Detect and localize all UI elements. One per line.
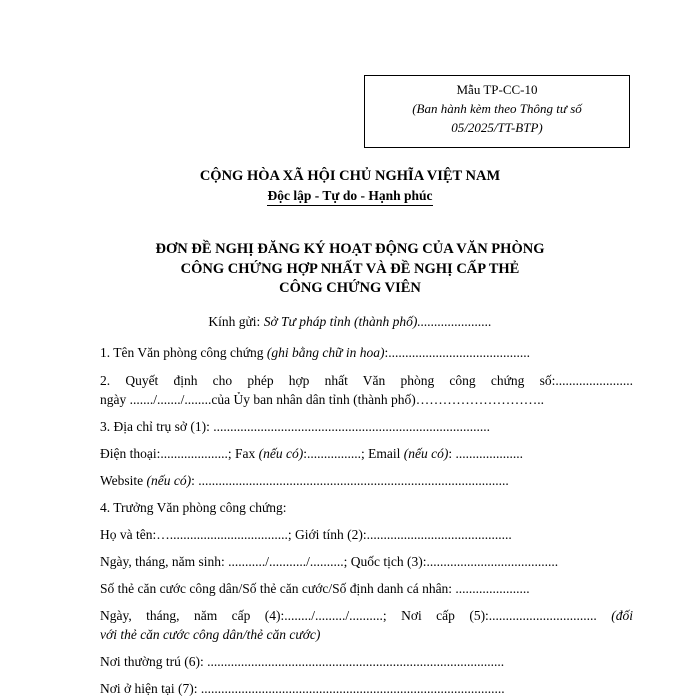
office-name-dots: :.......................................... (384, 345, 531, 360)
field-office-name (100, 345, 633, 361)
national-heading: CỘNG HÒA XÃ HỘI CHỦ NGHĨA VIỆT NAM (199, 168, 501, 184)
recipient-label: Kính gửi: (208, 314, 264, 329)
motto: Độc lập - Tự do - Hạnh phúc (267, 188, 432, 206)
title-line2: CÔNG CHỨNG HỢP NHẤT VÀ ĐỀ NGHỊ CẤP THẺ (180, 260, 520, 277)
issue-date-place: Ngày, tháng, năm cấp (4):......../........./..........; Nơi cấp (5):................................ (100, 608, 612, 623)
field-id-number: Số thẻ căn cước công dân/Số thẻ căn cước/Số định danh cá nhân: ...................... (100, 581, 530, 596)
field-website (100, 473, 633, 489)
field-current-residence: Nơi ở hiện tại (7): .......................................................................................... (100, 681, 505, 696)
field-office-address: 3. Địa chỉ trụ sở (1): .................................................................................. (100, 419, 490, 434)
fax-hint: (nếu có) (258, 446, 304, 461)
field-name-gender: Họ và tên:…...................................; Giới tính (2):........................................... (100, 527, 512, 542)
email-dots: : .................... (448, 446, 523, 461)
field-issue-line1 (100, 608, 633, 624)
document-title (0, 240, 700, 299)
issue-hint-start: (đối (611, 608, 633, 623)
field-merger-decision-line2: ngày ......./......./........của Ủy ban nhân dân tỉnh (thành phố)……………………….. (100, 392, 544, 407)
website-hint: (nếu có) (146, 473, 192, 488)
website-dots: : ............................................................................................ (191, 473, 509, 488)
form-code: Mẫu TP-CC-10 (456, 82, 538, 97)
issuance-note-line2: 05/2025/TT-BTP) (451, 120, 543, 135)
office-name-hint: (ghi bằng chữ in hoa) (266, 345, 385, 360)
recipient-value: Sở Tư pháp tỉnh (thành phố)...................... (263, 314, 492, 329)
title-line1: ĐƠN ĐỀ NGHỊ ĐĂNG KÝ HOẠT ĐỘNG CỦA VĂN PHÒNG (155, 241, 545, 257)
email-label: :................; Email (303, 446, 404, 461)
field-merger-decision-line1: 2. Quyết định cho phép hợp nhất Văn phòng công chứng số:....................... (100, 373, 633, 388)
office-name-label: 1. Tên Văn phòng công chứng (100, 345, 267, 360)
field-issue-line2: với thẻ căn cước công dân/thẻ căn cước) (100, 627, 321, 642)
recipient-line (0, 314, 700, 330)
field-contact (100, 446, 633, 462)
phone-fax-label: Điện thoại:....................; Fax (100, 446, 259, 461)
field-dob-nationality: Ngày, tháng, năm sinh: .........../.........../..........; Quốc tịch (3):....................................... (100, 554, 559, 569)
email-hint: (nếu có) (403, 446, 449, 461)
website-label: Website (100, 473, 147, 488)
field-permanent-residence: Nơi thường trú (6): ........................................................................................ (100, 654, 505, 669)
form-code-box (364, 75, 630, 148)
section-office-head: 4. Trưởng Văn phòng công chứng: (100, 500, 287, 515)
title-line3: CÔNG CHỨNG VIÊN (279, 280, 421, 296)
issuance-note-line1: (Ban hành kèm theo Thông tư số (412, 101, 582, 116)
motto-container (0, 188, 700, 206)
